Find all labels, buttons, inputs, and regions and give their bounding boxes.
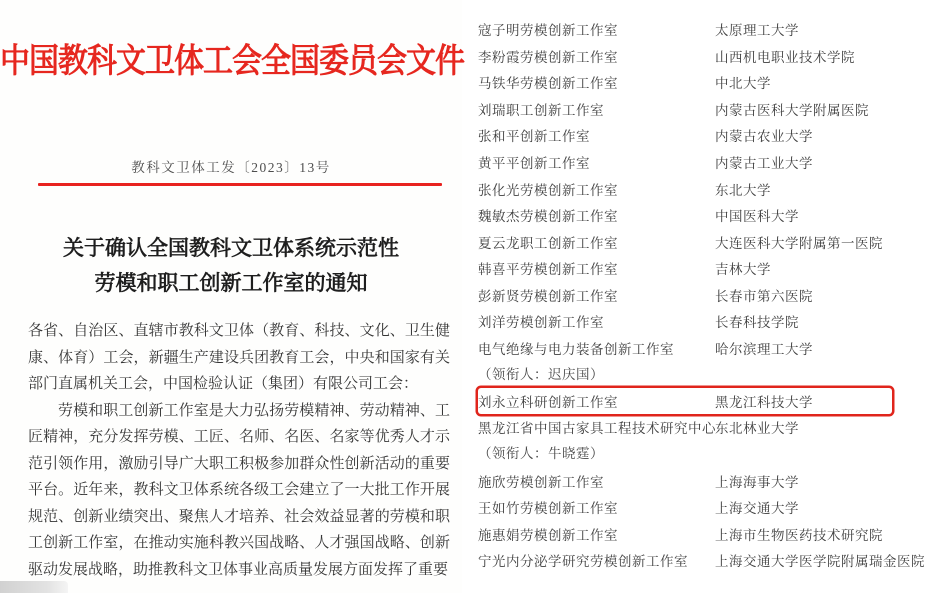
organization-name: 东北大学 [715,182,771,198]
document-title-line2: 劳模和职工创新工作室的通知 [94,271,368,295]
document-paragraph: 各省、自治区、直辖市教科文卫体（教育、科技、文化、卫生健康、体育）工会，新疆生产建设兵团教育工会，中央和国家有关部门直属机关工会，中国检验认证（集团）有限公司工会： [28,323,450,392]
workshop-name: 宁光内分泌学研究劳模创新工作室 [478,554,688,570]
document-number: 教科文卫体工发〔2023〕13号 [131,160,331,175]
workshop-name: 黑龙江省中国古家具工程技术研究中心 [478,421,716,437]
list-item [478,202,892,229]
workshop-name: 夏云龙职工创新工作室 [478,235,618,251]
list-item [478,175,892,202]
document-title-line1: 关于确认全国教科文卫体系统示范性 [63,236,399,260]
list-item [478,414,892,441]
workshop-name: 黄平平创新工作室 [478,156,590,171]
list-item [478,547,925,574]
list-item [478,441,892,468]
organization-name: 上海交通大学医学院附属瑞金医院 [715,554,925,570]
workshop-name: （领衔人：迟庆国） [478,366,604,382]
workshop-name: 电气绝缘与电力装备创新工作室 [478,341,674,357]
list-item [478,494,892,521]
list-item [478,16,892,43]
list-item [478,308,892,335]
organization-name: 东北林业大学 [715,421,799,437]
workshop-name: 寇子明劳模创新工作室 [478,23,618,39]
organization-name: 哈尔滨理工大学 [715,341,813,357]
organization-name: 太原理工大学 [715,23,799,39]
workshop-name: 马铁华劳模创新工作室 [478,76,618,92]
organization-name: 大连医科大学附属第一医院 [715,235,883,251]
document-body [28,318,450,583]
list-item [478,361,892,388]
organization-name: 长春科技学院 [715,315,799,331]
document-page [0,0,462,593]
workshop-name: 张和平创新工作室 [478,129,590,145]
workshop-name: 彭新贤劳模创新工作室 [478,288,618,304]
workshop-name: 魏敏杰劳模创新工作室 [478,209,618,225]
list-item [478,228,892,255]
organization-name: 内蒙古医科大学附属医院 [715,102,869,118]
organization-name: 中国医科大学 [715,209,799,225]
list-item [478,122,892,149]
organization-name: 内蒙古工业大学 [715,156,813,171]
list-item [478,281,892,308]
organization-name: 吉林大学 [715,262,771,278]
workshop-name: 李粉霞劳模创新工作室 [478,49,618,65]
organization-name: 上海市生物医药技术研究院 [715,527,883,543]
workshop-name: 张化光劳模创新工作室 [478,182,618,198]
list-item [478,149,892,176]
organization-name: 长春市第六医院 [715,288,813,304]
workshop-name: （领衔人：牛晓霆） [478,446,604,462]
organization-name: 上海交通大学 [715,501,799,517]
organization-name: 上海海事大学 [715,474,799,490]
organization-name: 中北大学 [715,76,771,92]
workshop-name: 王如竹劳模创新工作室 [478,501,618,517]
document-masthead: 中国教科文卫体工会全国委员会文件 [0,43,464,81]
scan-shadow-artifact [0,581,68,593]
workshop-name: 刘洋劳模创新工作室 [478,315,604,331]
list-item-highlighted [478,388,892,415]
red-divider-rule [38,183,442,186]
list-item [478,467,892,494]
list-item [478,520,892,547]
document-paragraph: 劳模和职工创新工作室是大力弘扬劳模精神、劳动精神、工匠精神，充分发挥劳模、工匠、名师、名医、名家等优秀人才示范引领作用，激励引导广大职工积极参加群众性创新活动的重要平台。近年来，教科文卫体系统各级工会建立了一大批工作开展规范、创新业绩突出、聚焦人才培养、社会效益显著的劳模和职工创新工作室，在推动实施科教兴国战略、人才强国战略、创新驱动发展战略，助推教科文卫体事业高质量发展方面发挥了重要 [28,402,450,578]
workshop-name: 施惠娟劳模创新工作室 [478,527,618,543]
list-item [478,255,892,282]
workshop-name: 施欣劳模创新工作室 [478,474,604,490]
workshop-list [462,0,925,593]
organization-name: 黑龙江科技大学 [715,394,813,410]
list-item [478,43,892,70]
list-item [478,335,892,362]
document-title [0,231,462,301]
list-item [478,96,892,123]
list-item [478,69,892,96]
organization-name: 山西机电职业技术学院 [715,49,855,65]
workshop-name: 韩喜平劳模创新工作室 [478,262,618,278]
workshop-name: 刘瑞职工创新工作室 [478,102,604,118]
organization-name: 内蒙古农业大学 [715,129,813,145]
workshop-name: 刘永立科研创新工作室 [478,394,618,410]
